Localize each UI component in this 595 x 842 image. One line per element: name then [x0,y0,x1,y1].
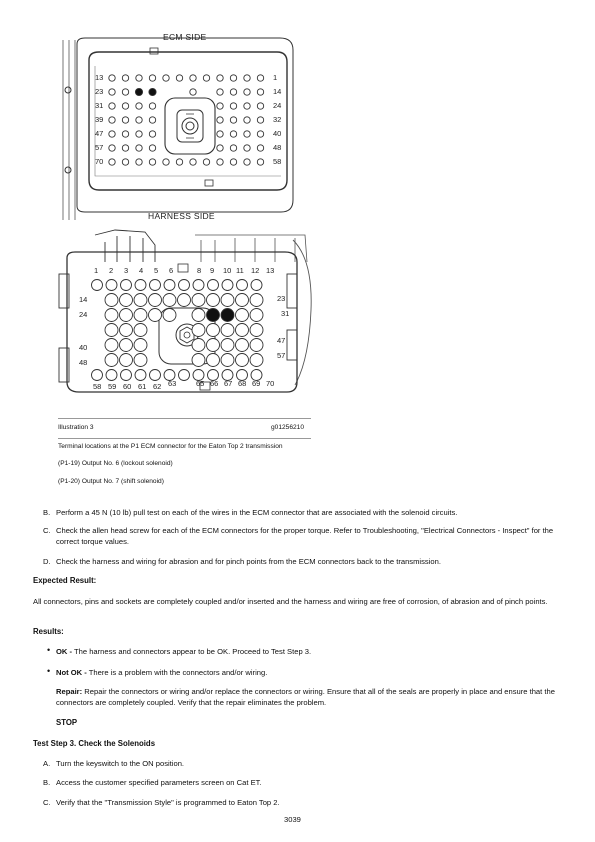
harness-pin-label: 60 [123,382,132,391]
step-item [0,777,595,789]
ecm-pin-label: 47 [95,129,104,138]
connector-pin [257,103,263,109]
step-item [0,758,595,770]
connector-pin [120,339,133,352]
harness-pin-label: 67 [224,379,233,388]
harness-pin-label: 47 [277,336,286,345]
harness-pin-label: 12 [251,266,260,275]
connector-pin [121,280,132,291]
connector-pin [221,294,234,307]
connector-pin [257,89,263,95]
step-item [0,556,595,568]
connector-pin [109,159,115,165]
repair-text: Repair the connectors or wiring and/or replace the connectors or wiring. Ensure that all of the seals are properly in place and ensure that the connectors are completely coupled. Verify that the repair eliminates the problem. [56,687,555,707]
connector-pin [203,159,209,165]
connector-pin [244,159,250,165]
figure-note: (P1-20) Output No. 7 (shift solenoid) [58,478,164,485]
connector-pin [203,75,209,81]
repair-label: Repair: [56,687,83,696]
connector-pin [230,145,236,151]
connector-pin [149,159,155,165]
connector-pin [120,324,133,337]
connector-pin [190,159,196,165]
results-heading: Results: [33,627,64,636]
connector-pin [120,309,133,322]
connector-pin [192,324,205,337]
connector-pin [105,354,118,367]
connector-pin [163,309,176,322]
connector-pin [122,145,128,151]
connector-pin [122,75,128,81]
connector-pin [230,89,236,95]
bullet-icon: • [47,645,51,655]
harness-pin-label: 24 [79,310,88,319]
connector-pin [250,324,263,337]
ecm-pin-label: 48 [273,143,282,152]
connector-pin [149,145,155,151]
harness-pin-label: 63 [168,379,177,388]
connector-pin [244,145,250,151]
connector-pin [257,145,263,151]
harness-pin-label: 3 [124,266,129,275]
connector-pin [105,309,118,322]
connector-pin [149,131,155,137]
connector-pin [250,294,263,307]
ecm-pin-label: 70 [95,157,104,166]
harness-pin-label: 66 [210,379,219,388]
harness-pin-label: 9 [210,266,215,275]
connector-pin [134,354,147,367]
connector-pin [122,103,128,109]
connector-pin [106,370,117,381]
connector-pin [236,354,249,367]
ok-label: OK - [56,647,73,656]
ecm-pin-label: 58 [273,157,282,166]
connector-pin [106,280,117,291]
harness-pin-label: 10 [223,266,232,275]
connector-pin [149,294,162,307]
connector-pin [236,324,249,337]
connector-pin [230,159,236,165]
page-number: 3039 [284,815,301,824]
ecm-pin-label: 1 [273,73,278,82]
connector-pin [250,354,263,367]
harness-pin-label: 14 [79,295,88,304]
ecm-pin-label: 23 [95,87,104,96]
step-text: Check the allen head screw for each of the ECM connectors for the proper torque. Refer to Troubleshooting, "Electrical Connectors - Inspect" for the correct torque values. [56,526,554,546]
harness-pin-label: 61 [138,382,147,391]
repair-instruction [56,686,556,708]
connector-pin [134,324,147,337]
harness-pin-label: 40 [79,343,88,352]
connector-pin [217,159,223,165]
connector-pin [163,75,169,81]
connector-pin [244,89,250,95]
connector-figure [55,30,320,420]
expected-result-text: All connectors, pins and sockets are completely coupled and/or inserted and the harness and wiring are free of corrosion, of abrasion and of pinch points. [33,597,548,606]
harness-pin-label: 23 [277,294,286,303]
connector-pin [207,339,220,352]
test-step-3-heading: Test Step 3. Check the Solenoids [33,739,156,748]
connector-pin [257,159,263,165]
connector-pin [109,145,115,151]
step-item [0,507,595,519]
connector-pin [178,294,191,307]
connector-pin [250,309,263,322]
harness-pin-label: 48 [79,358,88,367]
connector-pin [105,324,118,337]
step-text: Check the harness and wiring for abrasion and for pinch points from the ECM connectors back to the transmission. [56,557,441,566]
connector-pin [190,75,196,81]
connector-pin [230,131,236,137]
ecm-pin-grid [109,75,264,165]
connector-pin [217,103,223,109]
harness-pin-label: 62 [153,382,162,391]
connector-pin [92,370,103,381]
step-text: Perform a 45 N (10 lb) pull test on each of the wires in the ECM connector that are associated with the solenoid circuits. [56,508,458,517]
connector-pin [236,339,249,352]
connector-pin [217,117,223,123]
connector-pin [135,370,146,381]
connector-pin [244,131,250,137]
harness-pin-label: 68 [238,379,247,388]
step-item [0,797,595,809]
step-letter: B. [43,508,51,517]
result-not-ok [56,667,267,678]
connector-pin [122,117,128,123]
connector-pin [222,280,233,291]
step-letter: B. [43,778,51,787]
connector-pin [164,280,175,291]
step-letter: A. [43,759,51,768]
stop-label: STOP [56,718,78,727]
ecm-pin-label: 13 [95,73,104,82]
connector-pin [221,339,234,352]
connector-pin [221,324,234,337]
connector-pin [257,117,263,123]
connector-pin [176,75,182,81]
ecm-pin-label: 31 [95,101,104,110]
connector-pin [149,75,155,81]
ok-text: The harness and connectors appear to be OK. Proceed to Test Step 3. [72,647,312,656]
step-letter: C. [43,526,51,535]
harness-pin-label: 8 [197,266,202,275]
harness-pin-label: 57 [277,351,286,360]
connector-pin [136,75,142,81]
step-text: Access the customer specified parameters screen on Cat ET. [56,778,262,787]
highlighted-pin [207,309,220,322]
harness-pin-label: 69 [252,379,261,388]
connector-pin [150,370,161,381]
notok-label: Not OK - [56,668,87,677]
connector-pin [193,280,204,291]
connector-pin [109,117,115,123]
connector-pin [190,89,196,95]
connector-pin [134,339,147,352]
ecm-pin-label: 32 [273,115,282,124]
harness-side-connector [59,230,311,392]
step-text: Verify that the "Transmission Style" is programmed to Eaton Top 2. [56,798,280,807]
harness-pin-label: 13 [266,266,275,275]
connector-pin [122,159,128,165]
connector-pin [136,131,142,137]
connector-pin [221,354,234,367]
ecm-pin-label: 57 [95,143,104,152]
connector-pin [136,145,142,151]
connector-pin [105,294,118,307]
connector-pin [251,280,262,291]
connector-pin [120,294,133,307]
connector-pin [208,280,219,291]
step-item [0,525,595,549]
connector-pin [230,103,236,109]
connector-pin [179,370,190,381]
harness-pin-label: 11 [236,266,244,275]
connector-pin [150,280,161,291]
harness-pin-label: 70 [266,379,275,388]
expected-result-heading: Expected Result: [33,576,97,585]
figure-caption: Terminal locations at the P1 ECM connector for the Eaton Top 2 transmission [58,443,283,450]
connector-pin [230,117,236,123]
step-letter: D. [43,557,51,566]
harness-pin-label: 5 [154,266,159,275]
connector-pin [149,117,155,123]
connector-pin [105,339,118,352]
connector-pin [250,339,263,352]
connector-pin [207,324,220,337]
connector-pin [244,75,250,81]
connector-pin [192,294,205,307]
connector-pin [149,103,155,109]
ecm-side-title: ECM SIDE [163,32,207,42]
harness-side-title: HARNESS SIDE [148,211,215,221]
notok-text: There is a problem with the connectors and/or wiring. [86,668,268,677]
connector-pin [217,75,223,81]
connector-pin [134,309,147,322]
highlighted-pin [221,309,234,322]
harness-pin-label: 65 [196,379,205,388]
connector-pin [109,89,115,95]
step-letter: C. [43,798,51,807]
connector-pin [92,280,103,291]
harness-pin-label: 1 [94,266,99,275]
connector-pin [192,354,205,367]
connector-pin [109,131,115,137]
harness-pin-label: 59 [108,382,117,391]
harness-pin-label: 6 [169,266,174,275]
harness-pin-label: 58 [93,382,102,391]
caption-rule-top [58,418,311,419]
connector-pin [192,309,205,322]
connector-pin [257,75,263,81]
connector-pin [121,370,132,381]
result-ok [56,646,311,657]
connector-pin [135,280,146,291]
connector-pin [122,131,128,137]
connector-pin [163,159,169,165]
harness-pin-label: 2 [109,266,114,275]
connector-pin [207,294,220,307]
bullet-icon: • [47,666,51,676]
connector-pin [217,89,223,95]
connector-pin [136,103,142,109]
connector-pin [244,117,250,123]
connector-pin [217,131,223,137]
ecm-pin-label: 24 [273,101,282,110]
harness-pin-label: 31 [281,309,290,318]
connector-pin [237,280,248,291]
illustration-label: Illustration 3 [58,424,94,431]
connector-pin [149,309,162,322]
connector-pin [192,339,205,352]
connector-pin [109,75,115,81]
connector-pin [207,354,220,367]
connector-pin [257,131,263,137]
connector-pin [217,145,223,151]
figure-note: (P1-19) Output No. 6 (lockout solenoid) [58,460,173,467]
step-text: Turn the keyswitch to the ON position. [56,759,185,768]
connector-pin [236,294,249,307]
connector-pin [179,280,190,291]
connector-pin [136,159,142,165]
connector-pin [244,103,250,109]
connector-pin [122,89,128,95]
connector-pin [109,103,115,109]
ecm-pin-label: 39 [95,115,104,124]
connector-pin [230,75,236,81]
highlighted-pin [149,88,156,95]
ecm-pin-label: 14 [273,87,282,96]
connector-pin [136,117,142,123]
highlighted-pin [135,88,142,95]
caption-rule-bottom [58,438,311,439]
harness-pin-label: 4 [139,266,144,275]
connector-pin [236,309,249,322]
connector-pin [176,159,182,165]
connector-pin [163,294,176,307]
connector-pin [134,294,147,307]
connector-pin [120,354,133,367]
illustration-code: g01256210 [271,424,305,431]
ecm-pin-label: 40 [273,129,282,138]
